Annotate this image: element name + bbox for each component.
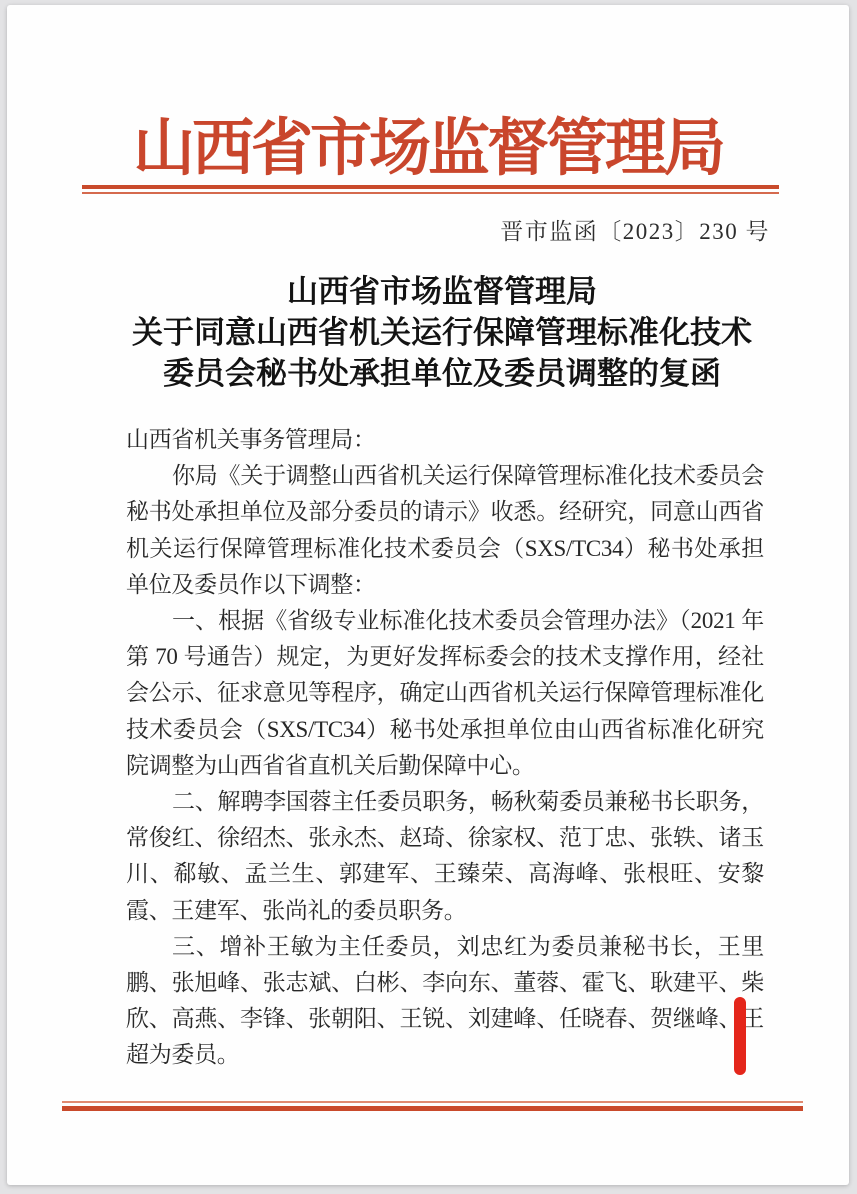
paragraph-item3-text: 三、增补王敏为主任委员，刘忠红为委员兼秘书长，王里鹏、张旭峰、张志斌、白彬、李向东、董蓉、霍飞、耿建平、柴欣、高燕、李锋、张朝阳、王锐、刘建峰、任晓春、贺继峰、	[126, 933, 764, 1032]
document-title-line1: 山西省市场监督管理局	[287, 274, 597, 309]
document-number: 晋市监函〔2023〕230 号	[500, 219, 770, 244]
paragraph-intro: 你局《关于调整山西省机关运行保障管理标准化技术委员会秘书处承担单位及部分委员的请示》收悉。经研究，同意山西省机关运行保障管理标准化技术委员会（SXS/TC34）秘书处承担单位及委员作以下调整：	[126, 463, 764, 597]
letterhead-divider-thick-line	[82, 185, 779, 189]
footer-divider-thick-line	[62, 1106, 803, 1111]
letterhead-divider-thin-line	[82, 192, 779, 194]
paragraph-item1: 一、根据《省级专业标准化技术委员会管理办法》（2021 年第 70 号通告）规定，为更好发挥标委会的技术支撑作用，经社会公示、征求意见等程序，确定山西省机关运行保障管理标准化技术委员会（SXS/TC34）秘书处承担单位由山西省标准化研究院调整为山西省省直机关后勤保障中心。	[126, 608, 764, 778]
paragraph-item2: 二、解聘李国蓉主任委员职务，畅秋菊委员兼秘书长职务，常俊红、徐绍杰、张永杰、赵琦、徐家权、范丁忠、张轶、诸玉川、郗敏、孟兰生、郭建军、王臻荣、高海峰、张根旺、安黎霞、王建军、张尚礼的委员职务。	[126, 789, 764, 923]
document-body	[126, 422, 764, 1074]
document-page	[7, 5, 849, 1185]
paragraph-item3	[126, 929, 764, 1074]
footer-divider-thin-line	[62, 1101, 803, 1103]
document-title	[117, 271, 767, 394]
document-title-line2: 关于同意山西省机关运行保障管理标准化技术	[132, 315, 752, 350]
highlight-annotation-wang-chao: 王超	[126, 1006, 764, 1068]
footer-divider	[62, 1101, 803, 1111]
paragraph-item3-tail: 为委员。	[148, 1042, 240, 1068]
document-title-line3: 委员会秘书处承担单位及委员调整的复函	[163, 356, 721, 391]
letterhead-org-name: 山西省市场监督管理局	[132, 115, 723, 183]
salutation: 山西省机关事务管理局：	[126, 427, 376, 452]
letterhead-divider	[82, 185, 779, 194]
